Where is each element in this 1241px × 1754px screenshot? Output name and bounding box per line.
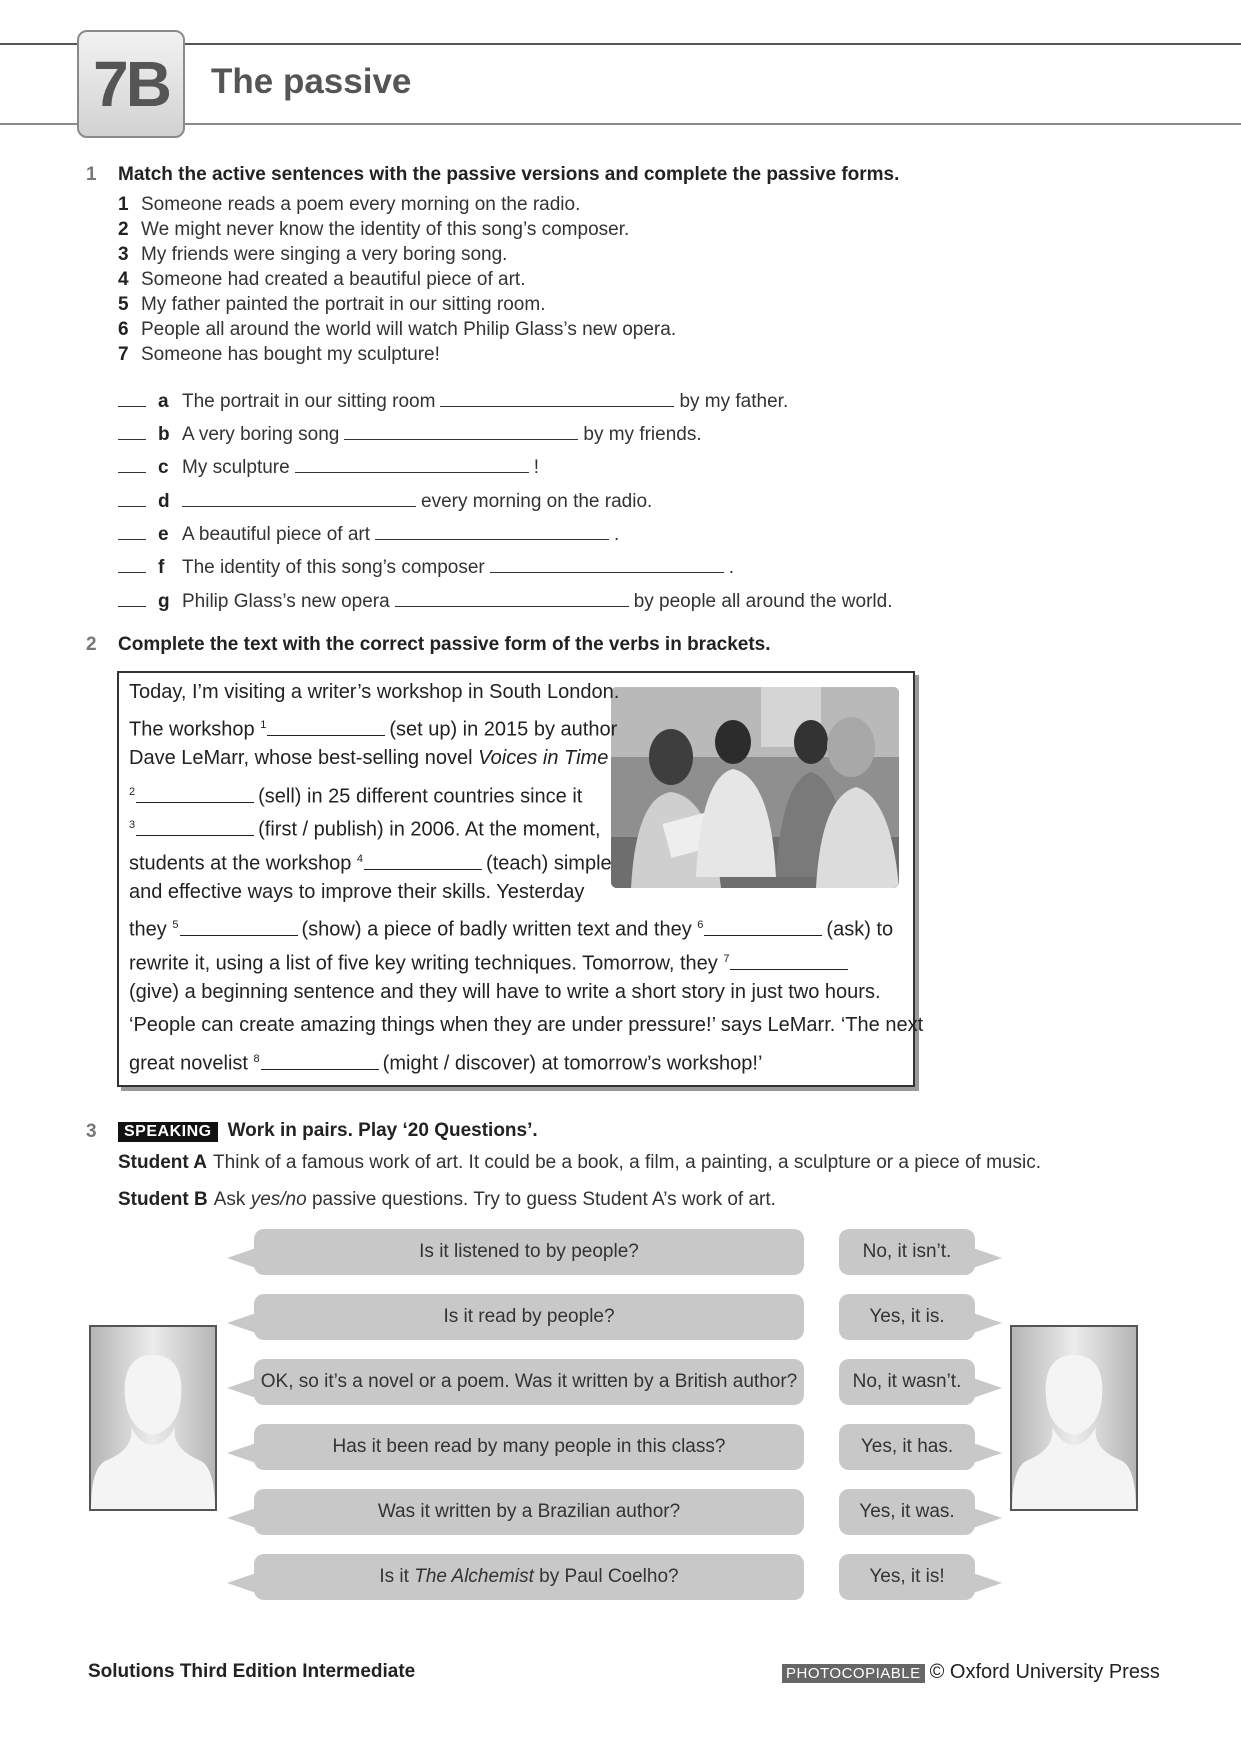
question-bubble-6: Is it The Alchemist by Paul Coelho?	[254, 1554, 804, 1600]
sentence-6: 6 People all around the world will watch Philip Glass’s new opera.	[118, 319, 677, 340]
blank-3[interactable]	[136, 814, 254, 836]
question-bubble-4: Has it been read by many people in this class?	[254, 1424, 804, 1470]
blank-1[interactable]	[267, 714, 385, 736]
sentence-2: 2 We might never know the identity of this song’s composer.	[118, 219, 630, 240]
gap-b[interactable]	[344, 419, 578, 440]
gap-e[interactable]	[375, 519, 609, 540]
gap-a[interactable]	[440, 386, 674, 407]
gap-c[interactable]	[295, 452, 529, 473]
text-line-7: and effective ways to improve their skills. Yesterday	[129, 881, 585, 903]
match-e: e A beautiful piece of art .	[118, 519, 619, 547]
text-line-10: (give) a beginning sentence and they will have to write a short story in just two hours.	[129, 981, 881, 1003]
unit-badge: 7B	[77, 30, 185, 138]
blank-6[interactable]	[704, 914, 822, 936]
answer-bubble-3: No, it wasn’t.	[839, 1359, 975, 1405]
students-photo-illustration	[611, 687, 899, 888]
question-bubble-5: Was it written by a Brazilian author?	[254, 1489, 804, 1535]
sentence-5: 5 My father painted the portrait in our sitting room.	[118, 294, 546, 315]
text-line-5: $^3$ (first / publish) in 2006. At the moment,	[129, 809, 601, 842]
answer-bubble-6: Yes, it is!	[839, 1554, 975, 1600]
answer-bubble-1: No, it isn’t.	[839, 1229, 975, 1275]
answer-blank[interactable]	[118, 519, 146, 540]
text-line-9: rewrite it, using a list of five key writing techniques. Tomorrow, they $^7$	[129, 943, 852, 976]
footer-book-title: Solutions Third Edition Intermediate	[88, 1661, 416, 1682]
answer-bubble-5: Yes, it was.	[839, 1489, 975, 1535]
exercise-1-instruction: Match the active sentences with the passive versions and complete the passive forms.	[118, 164, 900, 185]
sentence-1: 1 Someone reads a poem every morning on the radio.	[118, 194, 581, 215]
match-f: f The identity of this song’s composer .	[118, 552, 734, 580]
text-line-11: ‘People can create amazing things when they are under pressure!’ says LeMarr. ‘The next	[129, 1014, 924, 1036]
student-b-line: Student B Ask yes/no passive questions. Try to guess Student A’s work of art.	[118, 1189, 776, 1210]
text-line-2: The workshop $^1$ (set up) in 2015 by author	[129, 709, 617, 742]
answer-bubble-2: Yes, it is.	[839, 1294, 975, 1340]
person-silhouette-icon	[1012, 1327, 1136, 1509]
photocopiable-badge: PHOTOCOPIABLE	[782, 1664, 925, 1683]
match-b: b A very boring song by my friends.	[118, 419, 702, 447]
blank-7[interactable]	[730, 948, 848, 970]
question-bubble-3: OK, so it’s a novel or a poem. Was it written by a British author?	[254, 1359, 804, 1405]
blank-4[interactable]	[364, 848, 482, 870]
student-b-avatar	[1010, 1325, 1138, 1511]
exercise-1-number: 1	[86, 164, 97, 185]
match-a: a The portrait in our sitting room by my father.	[118, 386, 788, 414]
exercise-3-number: 3	[86, 1121, 97, 1142]
sentence-4: 4 Someone had created a beautiful piece of art.	[118, 269, 526, 290]
text-line-12: great novelist $^8$ (might / discover) at tomorrow’s workshop!’	[129, 1043, 762, 1076]
blank-5[interactable]	[180, 914, 298, 936]
gap-g[interactable]	[395, 586, 629, 607]
answer-bubble-4: Yes, it has.	[839, 1424, 975, 1470]
gap-f[interactable]	[490, 552, 724, 573]
speaking-label: SPEAKING	[118, 1122, 218, 1142]
exercise-3-instruction: SPEAKING Work in pairs. Play ‘20 Questions’.	[118, 1120, 538, 1142]
text-line-8: they $^5$ (show) a piece of badly written text and they $^6$ (ask) to	[129, 909, 893, 942]
person-silhouette-icon	[91, 1327, 215, 1509]
answer-blank[interactable]	[118, 586, 146, 607]
answer-blank[interactable]	[118, 552, 146, 573]
page-title: The passive	[211, 62, 412, 101]
gap-d[interactable]	[182, 486, 416, 507]
sentence-7: 7 Someone has bought my sculpture!	[118, 344, 440, 365]
question-bubble-1: Is it listened to by people?	[254, 1229, 804, 1275]
answer-blank[interactable]	[118, 386, 146, 407]
blank-8[interactable]	[261, 1048, 379, 1070]
footer-copyright: PHOTOCOPIABLE © Oxford University Press	[782, 1661, 1160, 1684]
text-line-4: $^2$ (sell) in 25 different countries since it	[129, 776, 582, 809]
match-c: c My sculpture !	[118, 452, 539, 480]
answer-blank[interactable]	[118, 419, 146, 440]
blank-2[interactable]	[136, 781, 254, 803]
answer-blank[interactable]	[118, 452, 146, 473]
student-a-line: Student A Think of a famous work of art. It could be a book, a film, a painting, a sculpture or a piece of music.	[118, 1152, 1041, 1173]
text-line-6: students at the workshop $^4$ (teach) simple	[129, 843, 612, 876]
exercise-2-number: 2	[86, 634, 97, 655]
text-line-1: Today, I’m visiting a writer’s workshop in South London.	[129, 681, 620, 703]
header-top-rule	[0, 43, 1241, 45]
match-d: d every morning on the radio.	[118, 486, 652, 514]
text-line-3: Dave LeMarr, whose best-selling novel Voices in Time	[129, 747, 609, 769]
header-bottom-rule	[0, 123, 1241, 125]
exercise-2-instruction: Complete the text with the correct passive form of the verbs in brackets.	[118, 634, 771, 655]
sentence-3: 3 My friends were singing a very boring song.	[118, 244, 508, 265]
student-a-avatar	[89, 1325, 217, 1511]
match-g: g Philip Glass’s new opera by people all around the world.	[118, 586, 893, 614]
question-bubble-2: Is it read by people?	[254, 1294, 804, 1340]
workshop-photo	[611, 687, 899, 888]
answer-blank[interactable]	[118, 486, 146, 507]
